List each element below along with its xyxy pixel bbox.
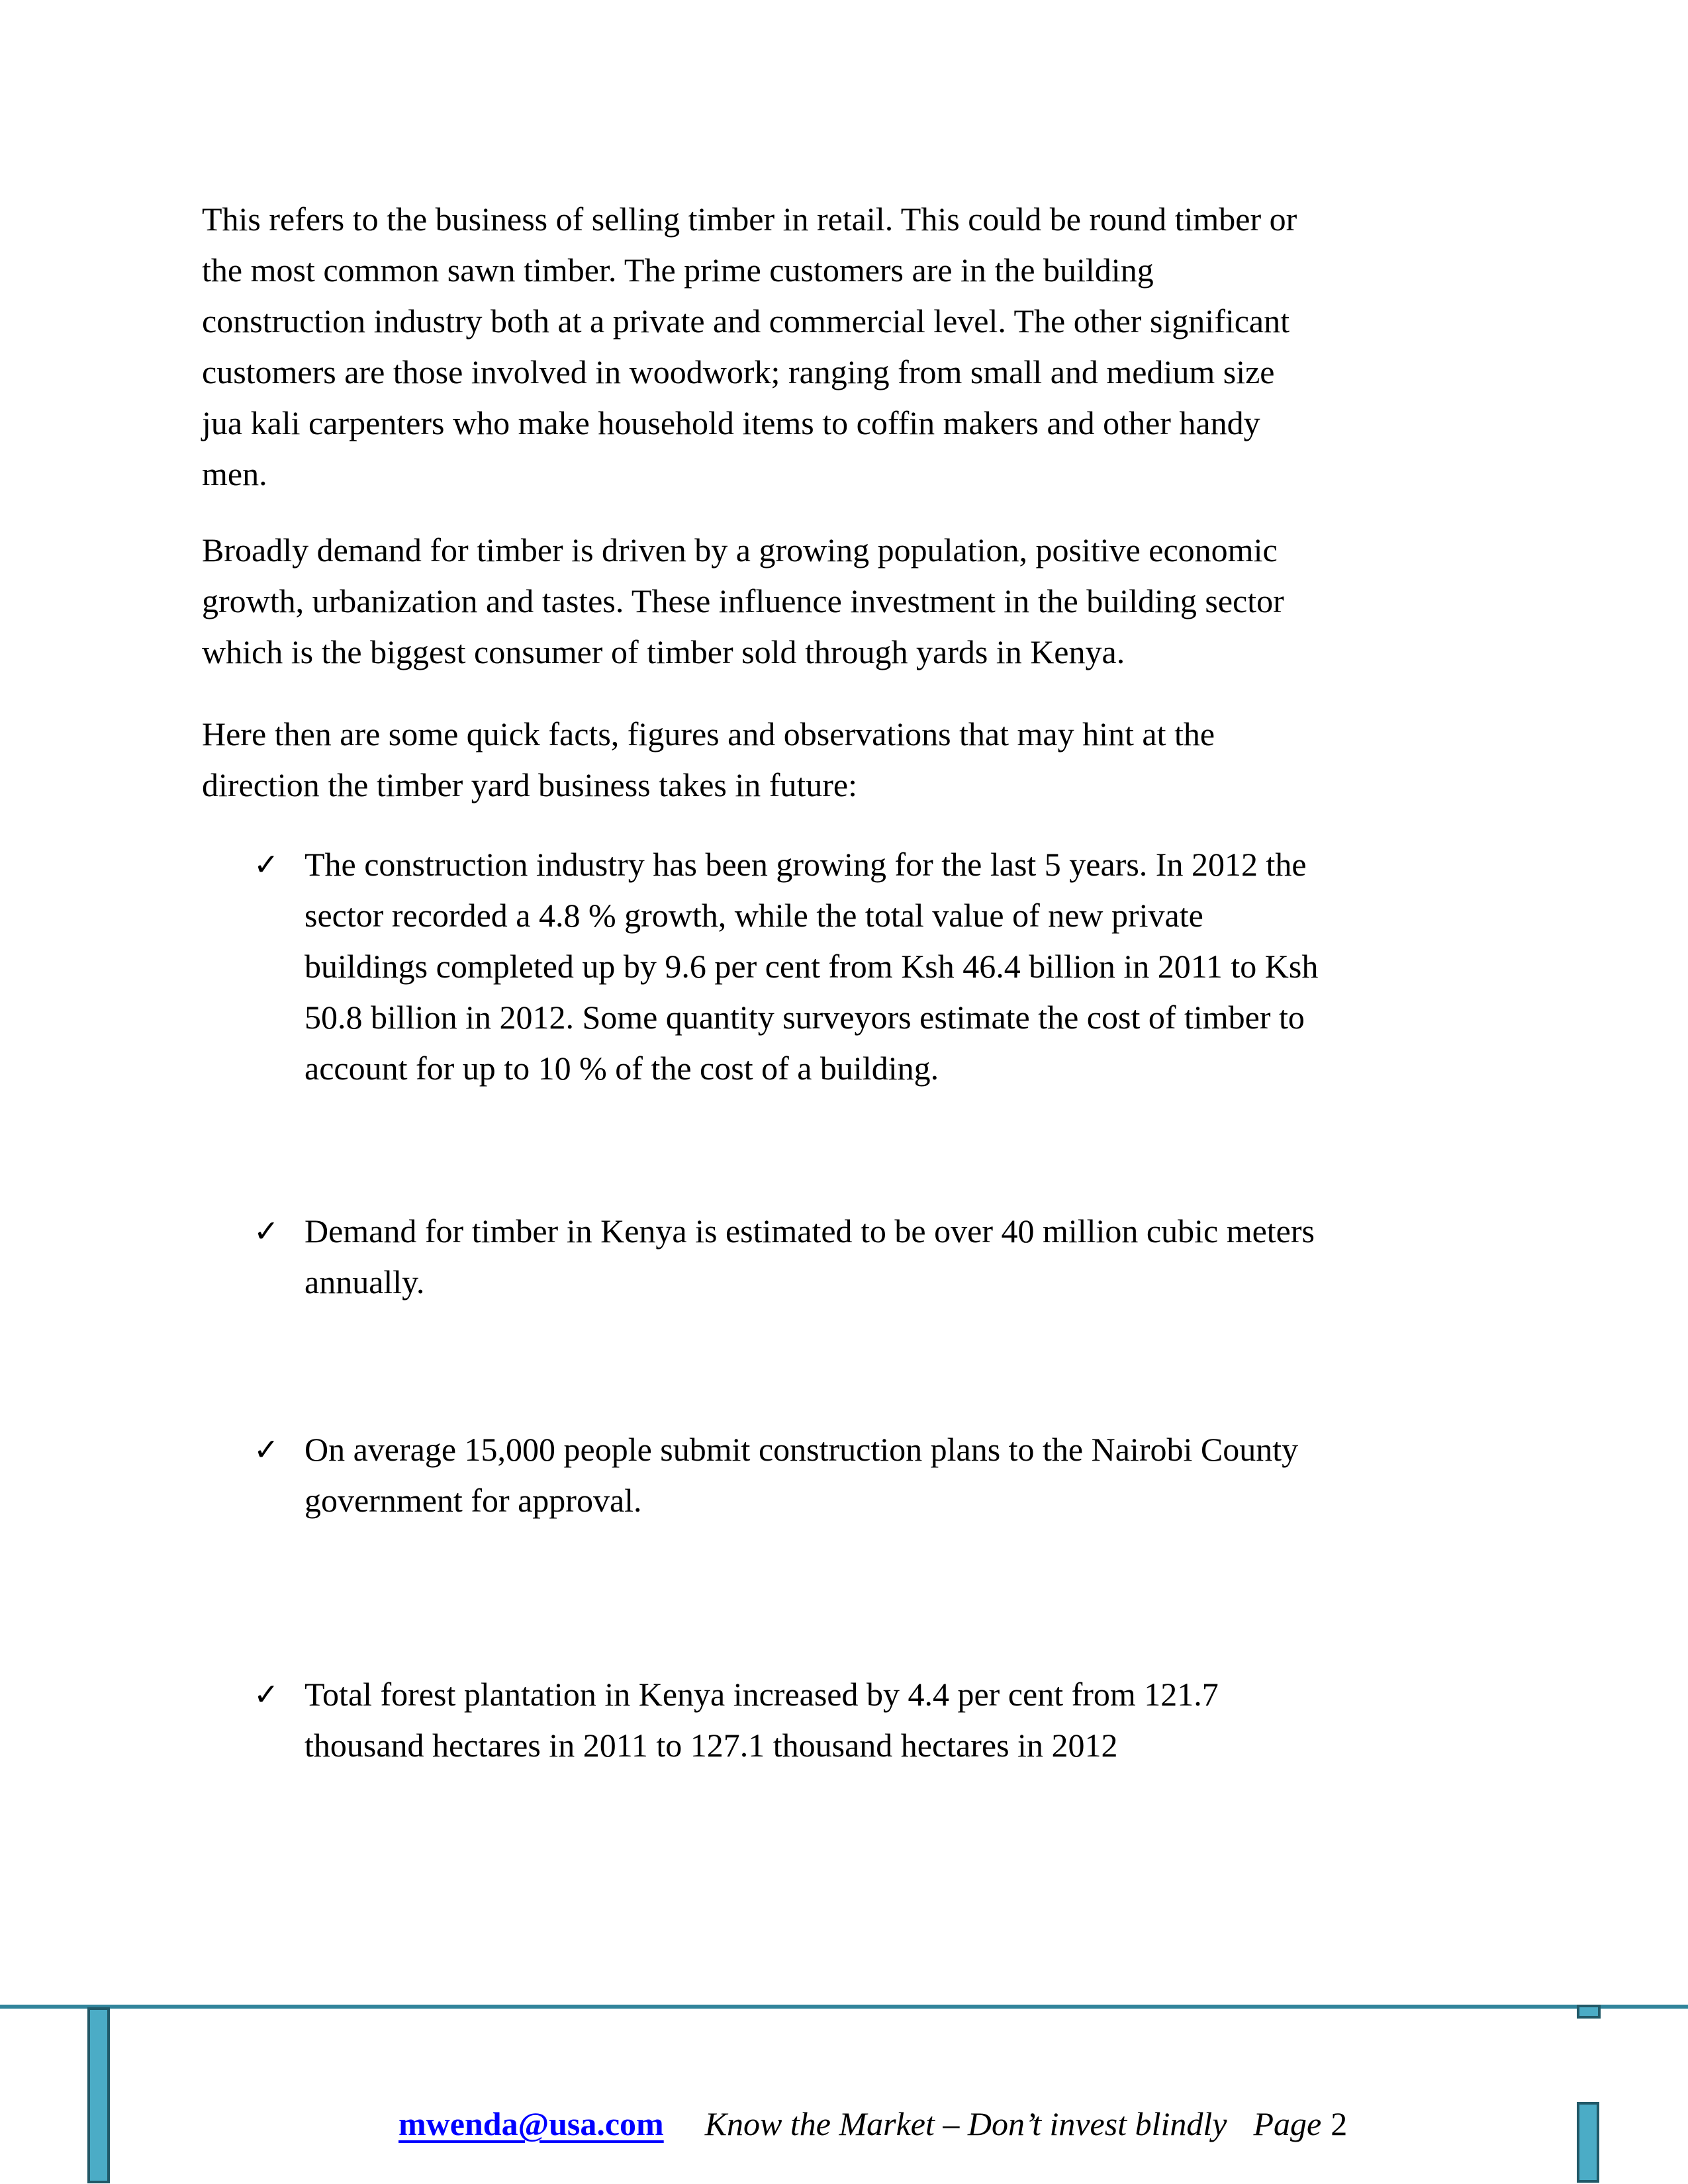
text-line: the most common sawn timber. The prime customers are in the building: [202, 251, 1154, 289]
text-line: construction industry both at a private and commercial level. The other significant: [202, 302, 1290, 340]
text-line: sector recorded a 4.8 % growth, while the total value of new private: [305, 897, 1203, 934]
bullet-item-2: [254, 1206, 1315, 1308]
text-line: customers are those involved in woodwork; ranging from small and medium size: [202, 353, 1275, 390]
checkmark-bullet-icon: ✓: [254, 1213, 279, 1249]
checkmark-bullet-icon: ✓: [254, 1432, 279, 1467]
bullet-item-4: [254, 1669, 1219, 1771]
text-line: account for up to 10 % of the cost of a building.: [305, 1050, 939, 1087]
paragraph-2: [202, 525, 1284, 678]
bullet-text: [305, 1206, 1315, 1308]
text-line: government for approval.: [305, 1482, 642, 1519]
text-line: The construction industry has been growing for the last 5 years. In 2012 the: [305, 846, 1307, 883]
text-line: buildings completed up by 9.6 per cent from Ksh 46.4 billion in 2011 to Ksh: [305, 948, 1319, 985]
text-line: growth, urbanization and tastes. These influence investment in the building sector: [202, 582, 1284, 619]
footer-email-link[interactable]: mwenda@usa.com: [399, 2105, 664, 2142]
text-line: men.: [202, 455, 267, 492]
bullet-text: [305, 1669, 1219, 1771]
footer-page-number: 2: [1331, 2105, 1348, 2142]
bullet-text: [305, 1424, 1298, 1526]
text-line: Total forest plantation in Kenya increased by 4.4 per cent from 121.7: [305, 1676, 1219, 1713]
paragraph-1: [202, 194, 1297, 500]
footer-tagline: Know the Market – Don’t invest blindly: [704, 2105, 1227, 2142]
right-accent-bar: [1577, 2102, 1599, 2183]
bullet-item-3: [254, 1424, 1298, 1526]
checkmark-bullet-icon: ✓: [254, 846, 279, 882]
paragraph-3: [202, 709, 1215, 811]
text-line: thousand hectares in 2011 to 127.1 thousand hectares in 2012: [305, 1727, 1118, 1764]
footer-text: [399, 2104, 1347, 2144]
text-line: jua kali carpenters who make household items to coffin makers and other handy: [202, 404, 1260, 441]
text-line: which is the biggest consumer of timber sold through yards in Kenya.: [202, 633, 1125, 670]
footer-horizontal-rule: [0, 2005, 1688, 2009]
text-line: 50.8 billion in 2012. Some quantity surveyors estimate the cost of timber to: [305, 999, 1305, 1036]
text-line: Here then are some quick facts, figures and observations that may hint at the: [202, 715, 1215, 752]
right-accent-stub: [1577, 2005, 1601, 2019]
text-line: Broadly demand for timber is driven by a growing population, positive economic: [202, 531, 1278, 569]
text-line: annually.: [305, 1263, 425, 1300]
text-line: direction the timber yard business takes in future:: [202, 766, 858, 803]
text-line: This refers to the business of selling timber in retail. This could be round timber or: [202, 201, 1297, 238]
text-line: On average 15,000 people submit construction plans to the Nairobi County: [305, 1431, 1299, 1468]
checkmark-bullet-icon: ✓: [254, 1676, 279, 1712]
text-line: Demand for timber in Kenya is estimated to be over 40 million cubic meters: [305, 1212, 1315, 1250]
bullet-text: [305, 839, 1318, 1094]
left-accent-bar: [87, 2007, 110, 2183]
bullet-item-1: [254, 839, 1318, 1094]
footer-page-label: Page: [1253, 2105, 1322, 2142]
